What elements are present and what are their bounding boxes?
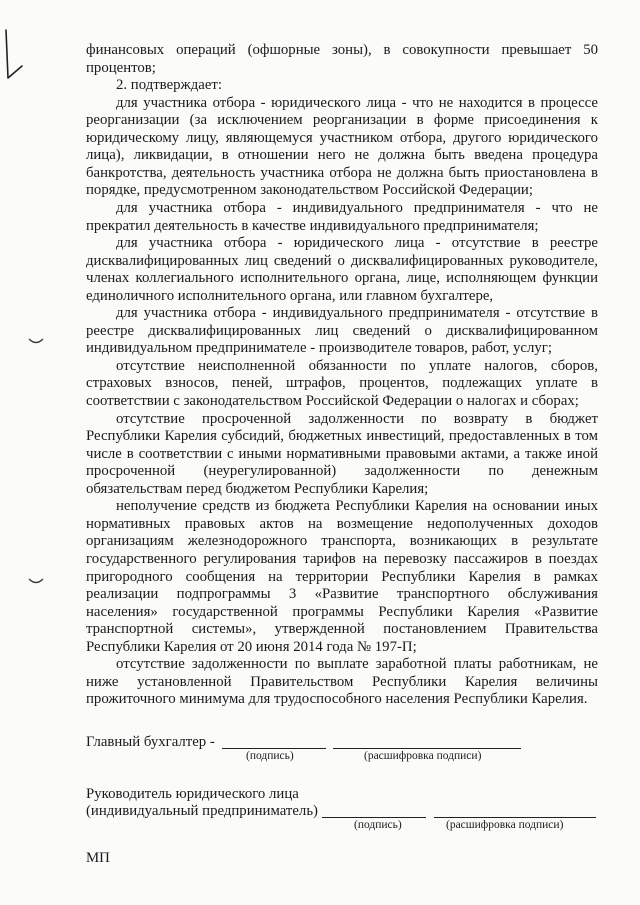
- text-line: ниже установленной Правительством Республики Карелия величины: [86, 673, 598, 690]
- text-line: Республики Карелия от 20 июня 2014 года № 197-П;: [86, 638, 417, 655]
- text-line: дисквалифицированных лиц сведений о дисквалифицированных руководителе,: [86, 252, 598, 269]
- chief-accountant-label: Главный бухгалтер -: [86, 734, 215, 750]
- text-line: государственного регулирования тарифов на перевозку пассажиров в поездах: [86, 550, 598, 567]
- text-line: числе в соответствии с иными нормативными правовыми актами, а также иной: [86, 445, 598, 462]
- text-line: соответствии с законодательством Российской Федерации о налогах и сборах;: [86, 393, 579, 409]
- text-line: прожиточного минимума для трудоспособного населения Республики Карелия.: [86, 691, 588, 708]
- text-line: для участника отбора - юридического лица - отсутствие в реестре: [116, 235, 598, 252]
- text-line: пригородного сообщения на территории Республики Карелия в рамках: [86, 568, 598, 585]
- head-label-line2: (индивидуальный предприниматель): [86, 803, 318, 819]
- text-line: просроченной (неурегулированной) задолженности по денежным: [86, 463, 598, 480]
- pen-mark-icon: [2, 28, 26, 80]
- text-line: членах коллегиального исполнительного органа, лице, исполняющем функции: [86, 270, 598, 287]
- text-line: реорганизации (за исключением реорганизации в форме присоединения к: [86, 112, 598, 129]
- stamp-label: МП: [86, 850, 110, 866]
- text-line: для участника отбора - юридического лица - что не находится в процессе: [116, 94, 598, 111]
- text-line: индивидуальном предпринимателе - производителе товаров, работ, услуг;: [86, 340, 552, 357]
- text-line: для участника отбора - индивидуального предпринимателя - отсутствие в: [116, 305, 598, 322]
- text-line: прекратил деятельность в качестве индивидуального предпринимателя;: [86, 217, 539, 234]
- text-line: обязательствам перед бюджетом Республики Карелия;: [86, 480, 429, 497]
- head-signature-caption: (подпись): [354, 819, 402, 831]
- chief-accountant-signature-line: [222, 748, 326, 749]
- text-line: для участника отбора - индивидуального предпринимателя - что не: [116, 199, 598, 216]
- text-line: населения» государственной программы Республики Карелия «Развитие: [86, 603, 598, 620]
- chief-accountant-decode-line: [333, 748, 521, 749]
- text-line: отсутствие задолженности по выплате заработной платы работникам, не: [116, 656, 598, 673]
- text-line: неполучение средств из бюджета Республики Карелия на основании иных: [116, 498, 598, 515]
- signature-caption: (подпись): [246, 750, 294, 762]
- text-line: страховых взносов, пеней, штрафов, процентов, подлежащих уплате в: [86, 375, 598, 392]
- margin-tick-icon: [28, 336, 44, 346]
- text-line: Республики Карелия субсидий, бюджетных инвестиций, предоставленных в том: [86, 428, 598, 445]
- text-line: юридическому лицу, являющемуся участником отбора, другого юридического: [86, 129, 598, 146]
- text-line: лица), ликвидации, в отношении него не должна быть введена процедура: [86, 147, 598, 164]
- text-line: транспортной системы», утвержденной постановлением Правительства: [86, 621, 598, 638]
- text-line: банкротства, деятельность участника отбора не должна быть приостановлена в: [86, 164, 598, 181]
- decode-caption: (расшифровка подписи): [364, 750, 482, 762]
- text-line: порядке, предусмотренном законодательством Российской Федерации;: [86, 182, 533, 199]
- text-line: реестре дисквалифицированных лиц сведений о дисквалифицированном: [86, 322, 598, 339]
- head-label-line1: Руководитель юридического лица: [86, 786, 299, 802]
- head-signature-line: [322, 817, 426, 818]
- text-line: процентов;: [86, 59, 156, 76]
- text-line: реализации подпрограммы 3 «Развитие транспортного обслуживания: [86, 586, 598, 603]
- text-line: единоличного исполнительного органа, или главном бухгалтере,: [86, 287, 494, 304]
- text-line: отсутствие неисполненной обязанности по уплате налогов, сборов,: [116, 357, 598, 374]
- text-line: финансовых операций (офшорные зоны), в совокупности превышает 50: [86, 42, 598, 58]
- text-line: отсутствие просроченной задолженности по возврату в бюджет: [116, 410, 598, 427]
- head-decode-caption: (расшифровка подписи): [446, 819, 564, 831]
- text-line: нормативных правовых актов на возмещение недополученных доходов: [86, 515, 598, 532]
- head-decode-line: [434, 817, 596, 818]
- text-line: 2. подтверждает:: [116, 77, 223, 94]
- margin-tick-icon: [28, 576, 44, 586]
- text-line: организациям железнодорожного транспорта, возникающих в результате: [86, 533, 598, 550]
